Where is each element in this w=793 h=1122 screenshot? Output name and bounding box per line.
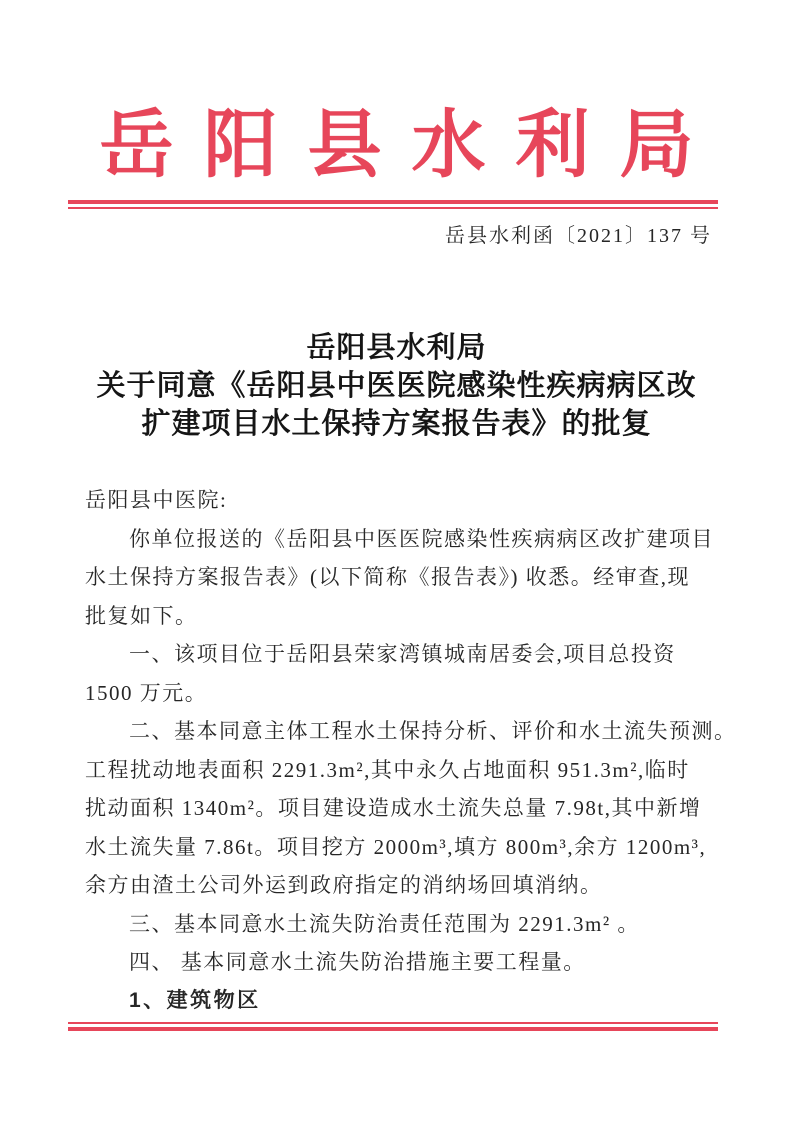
document-title: [40, 329, 753, 443]
body-line: 扰动面积 1340m²。项目建设造成水土流失总量 7.98t,其中新增: [85, 796, 702, 820]
body-line: 水土流失量 7.86t。项目挖方 2000m³,填方 800m³,余方 1200m³,: [85, 834, 707, 859]
letterhead-rule-thick: [68, 200, 718, 204]
body-line: 你单位报送的《岳阳县中医医院感染性疾病病区改扩建项目: [129, 526, 714, 551]
document-title-line: 岳阳县水利局: [306, 332, 487, 364]
salutation-line: 岳阳县中医院:: [85, 488, 228, 512]
letterhead-title: 岳阳县水利局: [99, 105, 724, 187]
section-heading-line: 1、建筑物区: [129, 988, 261, 1012]
body-line: 四、 基本同意水土流失防治措施主要工程量。: [129, 950, 586, 974]
letterhead-rule-thin: [68, 207, 718, 209]
footer-rule-thick: [68, 1027, 718, 1031]
body-line: 1500 万元。: [85, 680, 208, 705]
body-line: 一、该项目位于岳阳县荣家湾镇城南居委会,项目总投资: [129, 642, 676, 666]
document-title-line: 关于同意《岳阳县中医医院感染性疾病病区改: [96, 370, 697, 402]
body-line: 工程扰动地表面积 2291.3m²,其中永久占地面积 951.3m²,临时: [85, 757, 690, 782]
letterhead-rule: [68, 200, 718, 209]
body-line: 三、基本同意水土流失防治责任范围为 2291.3m² 。: [129, 911, 640, 936]
footer-rule-thin: [68, 1022, 718, 1024]
body-line: 批复如下。: [85, 603, 198, 628]
document-title-line: 扩建项目水土保持方案报告表》的批复: [141, 408, 652, 440]
body-line: 二、基本同意主体工程水土保持分析、评价和水土流失预测。: [129, 719, 737, 743]
document-body: [85, 481, 737, 1020]
doc-number: 岳县水利函〔2021〕137 号: [445, 225, 712, 247]
body-line: 余方由渣土公司外运到政府指定的消纳场回填消纳。: [85, 873, 603, 897]
body-line: 水土保持方案报告表》(以下简称《报告表》) 收悉。经审查,现: [85, 565, 690, 589]
footer-rule: [68, 1022, 718, 1031]
